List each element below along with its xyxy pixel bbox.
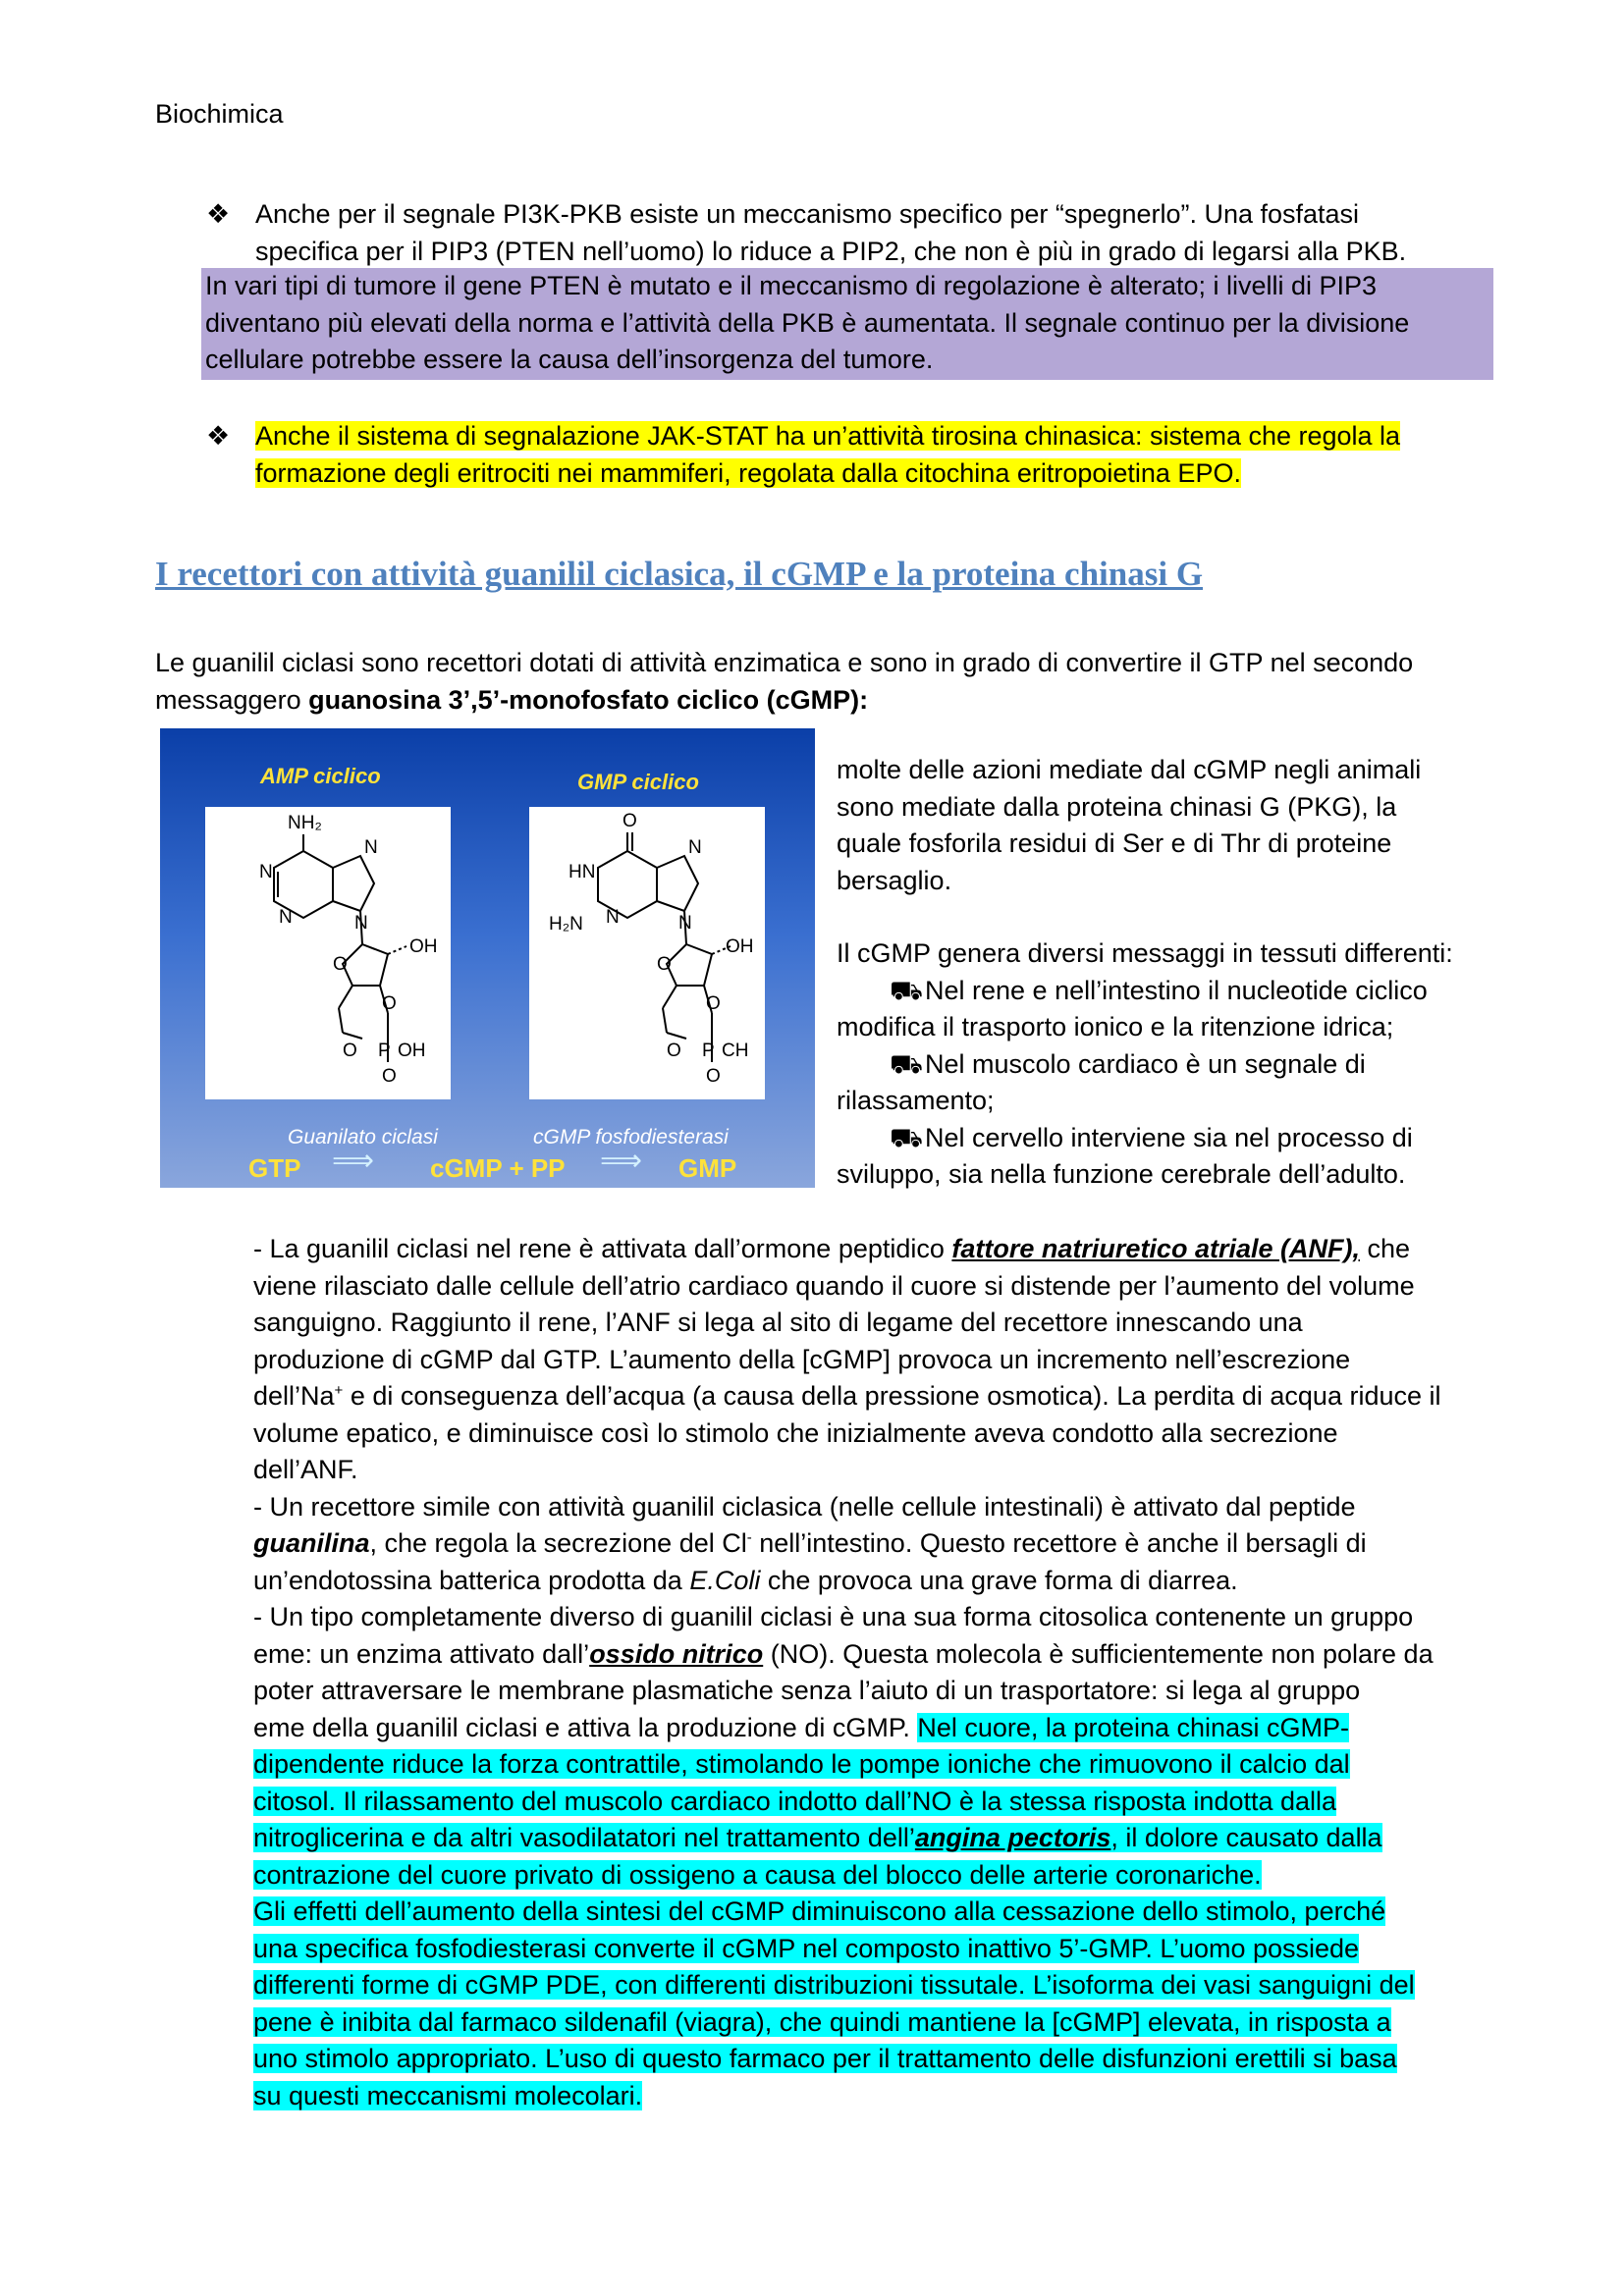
side-item: rilassamento; bbox=[837, 1086, 995, 1115]
atom-label: N bbox=[606, 907, 620, 928]
side-line: Il cGMP genera diversi messaggi in tessuti differenti: bbox=[837, 938, 1453, 968]
body-line: poter attraversare le membrane plasmatiche senza l’aiuto di un trasportatore: si lega al gruppo bbox=[253, 1676, 1361, 1705]
highlight-span: contrazione del cuore privato di ossigeno a causa del blocco delle arterie coronariche. bbox=[253, 1859, 1262, 1890]
side-item: sviluppo, sia nella funzione cerebrale dell’adulto. bbox=[837, 1159, 1406, 1189]
term-no: ossido nitrico bbox=[589, 1638, 764, 1669]
side-line: sono mediate dalla proteina chinasi G (PKG), la bbox=[837, 791, 1397, 822]
bullet-line: formazione degli eritrociti nei mammiferi, regolata dalla citochina eritropoietina EPO. bbox=[255, 457, 1241, 488]
body-span: eme: un enzima attivato dall’ bbox=[253, 1638, 590, 1669]
atom-label: O bbox=[706, 993, 721, 1014]
atom-label: CH bbox=[722, 1041, 749, 1061]
section-title: I recettori con attività guanilil ciclasica, il cGMP e la proteina chinasi G bbox=[155, 555, 1204, 593]
atom-label: OH bbox=[726, 936, 754, 957]
atom-label: N bbox=[364, 837, 378, 858]
highlight-span: Gli effetti dell’aumento della sintesi del cGMP diminuiscono alla cessazione dello stimolo, perché bbox=[253, 1896, 1386, 1926]
highlight-span: nitroglicerina e da altri vasodilatatori nel trattamento dell’ bbox=[253, 1823, 915, 1852]
intro-line: Le guanilil ciclasi sono recettori dotati di attività enzimatica e sono in grado di convertire il GTP nel secondo bbox=[155, 648, 1414, 677]
highlight-span: , il dolore causato dalla bbox=[1110, 1823, 1382, 1852]
label-cgmp-fosfodiesterasi: cGMP fosfodiesterasi bbox=[533, 1126, 729, 1148]
cgmp-molecule-icon bbox=[529, 807, 765, 1099]
body-span: che bbox=[1359, 1234, 1411, 1263]
highlight-line: cellulare potrebbe essere la causa dell’insorgenza del tumore. bbox=[205, 345, 934, 374]
body-span: nell’intestino. Questo recettore è anche il bersagli di bbox=[751, 1528, 1367, 1558]
atom-label: O bbox=[657, 954, 672, 975]
atom-label: N bbox=[259, 862, 273, 882]
atom-label: O bbox=[333, 954, 348, 975]
rxn-gtp: GTP bbox=[248, 1153, 301, 1183]
highlight-span: uno stimolo appropriato. L’uso di questo farmaco per il trattamento delle disfunzioni erettili si basa bbox=[253, 2044, 1397, 2073]
highlight-span: differenti forme di cGMP PDE, con differenti distribuzioni tissutale. L’isoforma dei vasi sanguigni del bbox=[253, 1970, 1415, 2000]
superscript: - bbox=[746, 1529, 752, 1546]
atom-label: P bbox=[378, 1041, 391, 1061]
side-item: Nel cervello interviene sia nel processo di bbox=[925, 1122, 1413, 1152]
body-span: che provoca una grave forma di diarrea. bbox=[760, 1565, 1238, 1595]
side-line: molte delle azioni mediate dal cGMP negli animali bbox=[837, 755, 1422, 784]
arrow-right-icon: ⟹ bbox=[600, 1145, 643, 1177]
body-line: sanguigno. Raggiunto il rene, l’ANF si lega al sito di legame del recettore innescando una bbox=[253, 1308, 1303, 1337]
body-span: - La guanilil ciclasi nel rene è attivata dall’ormone peptidico bbox=[253, 1234, 952, 1263]
car-bullet-icon: ⛟ bbox=[890, 1122, 923, 1152]
side-item: Nel muscolo cardiaco è un segnale di bbox=[925, 1048, 1366, 1079]
bullet-line: Anche il sistema di segnalazione JAK-STAT ha un’attività tirosina chinasica: sistema che regola la bbox=[255, 421, 1401, 451]
body-line: - Un tipo completamente diverso di guanilil ciclasi è una sua forma citosolica contenente un gruppo bbox=[253, 1602, 1414, 1631]
bullet-pi3k bbox=[206, 196, 1406, 270]
side-line: bersaglio. bbox=[837, 865, 952, 895]
atom-label: O bbox=[382, 993, 397, 1014]
body-line: produzione di cGMP dal GTP. L’aumento della [cGMP] provoca un incremento nell’escrezione bbox=[253, 1344, 1351, 1374]
superscript: + bbox=[334, 1382, 344, 1399]
atom-label: N bbox=[688, 837, 702, 858]
arrow-right-icon: ⟹ bbox=[332, 1145, 375, 1177]
cgmp-definition: guanosina 3’,5’-monofosfato ciclico (cGMP): bbox=[308, 684, 869, 715]
highlight-span: pene è inibita dal farmaco sildenafil (viagra), che quindi mantiene la [cGMP] elevata, in risposta a bbox=[253, 2006, 1391, 2037]
highlight-span: su questi meccanismi molecolari. bbox=[253, 2080, 643, 2110]
highlight-span: citosol. Il rilassamento del muscolo cardiaco indotto dall’NO è la stessa risposta indotta dalla bbox=[253, 1786, 1337, 1816]
body-text bbox=[253, 1231, 1441, 2114]
bullet-line: specifica per il PIP3 (PTEN nell’uomo) lo riduce a PIP2, che non è più in grado di legarsi alla PKB. bbox=[255, 236, 1407, 266]
camp-molecule-icon bbox=[205, 807, 451, 1099]
car-bullet-icon: ⛟ bbox=[890, 1048, 923, 1079]
page-header: Biochimica bbox=[155, 99, 284, 129]
side-text bbox=[837, 752, 1453, 1194]
highlight-pten bbox=[201, 268, 1493, 380]
intro-text: messaggero bbox=[155, 684, 309, 715]
body-span: , che regola la secrezione del Cl bbox=[369, 1528, 747, 1558]
body-line: dell’ANF. bbox=[253, 1455, 358, 1484]
body-line: - Un recettore simile con attività guanilil ciclasica (nelle cellule intestinali) è attivato dal peptide bbox=[253, 1491, 1356, 1522]
body-line: viene rilasciato dalle cellule dell’atrio cardiaco quando il cuore si distende per l’aumento del volume bbox=[253, 1270, 1415, 1301]
intro-paragraph bbox=[155, 645, 1413, 719]
atom-label: OH bbox=[409, 936, 438, 957]
atom-label: N bbox=[354, 913, 368, 934]
atom-label: O bbox=[382, 1066, 397, 1087]
term-guanilina: guanilina bbox=[253, 1528, 370, 1558]
cgmp-structure bbox=[529, 807, 765, 1099]
atom-label: P bbox=[702, 1041, 715, 1061]
side-item: modifica il trasporto ionico e la ritenzione idrica; bbox=[837, 1012, 1394, 1041]
atom-label: O bbox=[623, 811, 637, 831]
label-camp: AMP ciclico bbox=[260, 764, 381, 788]
body-span: un’endotossina batterica prodotta da bbox=[253, 1565, 690, 1595]
body-span: e di conseguenza dell’acqua (a causa della pressione osmotica). La perdita di acqua riduce il bbox=[343, 1381, 1441, 1411]
atom-label: HN bbox=[568, 862, 596, 882]
body-span: dell’Na bbox=[253, 1381, 335, 1411]
cyclic-nucleotide-diagram bbox=[160, 728, 815, 1188]
label-cgmp: GMP ciclico bbox=[577, 770, 699, 794]
bullet-line: Anche per il segnale PI3K-PKB esiste un meccanismo specifico per “spegnerlo”. Una fosfatasi bbox=[255, 199, 1360, 229]
bullet-jakstat bbox=[206, 418, 1400, 492]
highlight-line: In vari tipi di tumore il gene PTEN è mutato e il meccanismo di regolazione è alterato; i livelli di PIP3 bbox=[205, 271, 1378, 300]
rxn-cgmp-pp: cGMP + PP bbox=[430, 1153, 566, 1183]
term-ecoli: E.Coli bbox=[689, 1565, 761, 1595]
highlight-span: dipendente riduce la forza contrattile, stimolando le pompe ioniche che rimuovono il calcio dal bbox=[253, 1749, 1350, 1779]
label-guanilato-ciclasi: Guanilato ciclasi bbox=[288, 1126, 438, 1148]
diamond-bullet-icon: ❖ bbox=[206, 199, 231, 229]
camp-structure bbox=[205, 807, 451, 1099]
side-line: quale fosforila residui di Ser e di Thr di proteine bbox=[837, 828, 1392, 858]
body-span: (NO). Questa molecola è sufficientemente non polare da bbox=[763, 1638, 1434, 1669]
atom-label: O bbox=[667, 1041, 681, 1061]
side-item: Nel rene e nell’intestino il nucleotide ciclico bbox=[925, 975, 1428, 1005]
rxn-gmp: GMP bbox=[678, 1153, 737, 1183]
term-angina: angina pectoris bbox=[914, 1823, 1111, 1852]
car-bullet-icon: ⛟ bbox=[890, 975, 923, 1005]
atom-label: OH bbox=[398, 1041, 426, 1061]
highlight-line: diventano più elevati della norma e l’attività della PKB è aumentata. Il segnale continuo per la divisione bbox=[205, 307, 1410, 338]
highlight-span: una specifica fosfodiesterasi converte il cGMP nel composto inattivo 5’-GMP. L’uomo possiede bbox=[253, 1933, 1360, 1963]
atom-label: NH₂ bbox=[288, 813, 322, 833]
body-span: eme della guanilil ciclasi e attiva la produzione di cGMP. bbox=[253, 1712, 918, 1742]
diamond-bullet-icon: ❖ bbox=[206, 421, 231, 451]
atom-label: O bbox=[343, 1041, 357, 1061]
highlight-span: Nel cuore, la proteina chinasi cGMP- bbox=[917, 1712, 1350, 1742]
atom-label: O bbox=[706, 1066, 721, 1087]
atom-label: N bbox=[279, 907, 293, 928]
atom-label: N bbox=[678, 913, 692, 934]
atom-label: H₂N bbox=[549, 914, 583, 934]
body-line: volume epatico, e diminuisce così lo stimolo che inizialmente aveva condotto alla secrezione bbox=[253, 1417, 1338, 1448]
term-anf: fattore natriuretico atriale (ANF), bbox=[951, 1234, 1360, 1263]
